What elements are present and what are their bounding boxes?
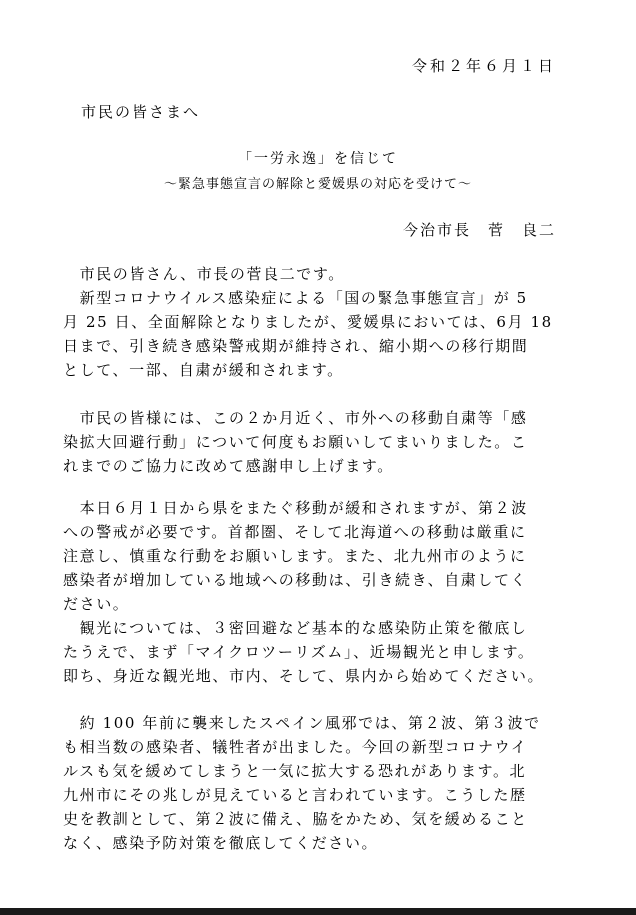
paragraph-line: 史を教訓として、第２波に備え、脇をかため、気を緩めること (63, 810, 528, 828)
paragraph-thanks (63, 406, 563, 478)
paragraph-line: 月 25 日、全面解除となりましたが、愛媛県においては、6月 18 (63, 313, 553, 331)
signer: 今治市長 菅 良二 (402, 221, 556, 239)
addressee: 市民の皆さまへ (81, 103, 201, 121)
paragraph-line: れまでのご協力に改めて感謝申し上げます。 (63, 457, 394, 475)
paragraph-line: 即ち、身近な観光地、市内、そして、県内から始めてください。 (63, 667, 545, 685)
paragraph-line: なく、感染予防対策を徹底してください。 (63, 834, 379, 852)
paragraph-line: 本日６月１日から県をまたぐ移動が緩和されますが、第２波 (63, 499, 528, 517)
paragraph-line: 観光については、３密回避など基本的な感染防止策を徹底し (63, 619, 528, 637)
paragraph-line: も相当数の感染者、犠牲者が出ました。今回の新型コロナウイ (63, 738, 528, 756)
paragraph-line: 市民の皆さん、市長の菅良二です。 (63, 265, 345, 283)
paragraph-line: への警戒が必要です。首都圏、そして北海道への移動は厳重に (63, 523, 527, 541)
paragraph-line: 注意し、慎重な行動をお願いします。また、北九州市のように (63, 547, 527, 565)
paragraph-line: 日まで、引き続き感染警戒期が維持され、縮小期への移行期間 (63, 337, 529, 355)
paragraph-history (63, 711, 563, 855)
paragraph-line: 九州市にその兆しが見えていると言われています。こうした歴 (63, 786, 527, 804)
paragraph-line: 新型コロナウイルス感染症による「国の緊急事態宣言」が 5 (63, 289, 528, 307)
paragraph-line: ルスも気を緩めてしまうと一気に拡大する恐れがあります。北 (63, 762, 527, 780)
paragraph-travel (63, 496, 563, 688)
paragraph-line: ださい。 (63, 595, 130, 613)
paragraph-line: 約 100 年前に襲来したスペイン風邪では、第２波、第３波で (63, 714, 541, 732)
paragraph-greeting (63, 262, 563, 382)
document-subtitle: ～緊急事態宣言の解除と愛媛県の対応を受けて～ (163, 177, 472, 192)
document-date: 令和２年６月１日 (411, 57, 556, 75)
paragraph-line: 染拡大回避行動」について何度もお願いしてまいりました。こ (63, 433, 528, 451)
paragraph-line: たうえで、まず「マイクロツーリズム」、近場観光と申します。 (63, 643, 535, 661)
paragraph-line: 市民の皆様には、この２か月近く、市外への移動自粛等「感 (63, 409, 528, 427)
paragraph-line: 感染者が増加している地域への移動は、引き続き、自粛してく (63, 571, 528, 589)
bottom-rule (0, 908, 636, 915)
document-title: 「一労永逸」を信じて (238, 151, 398, 167)
paragraph-line: として、一部、自粛が緩和されます。 (63, 361, 344, 379)
